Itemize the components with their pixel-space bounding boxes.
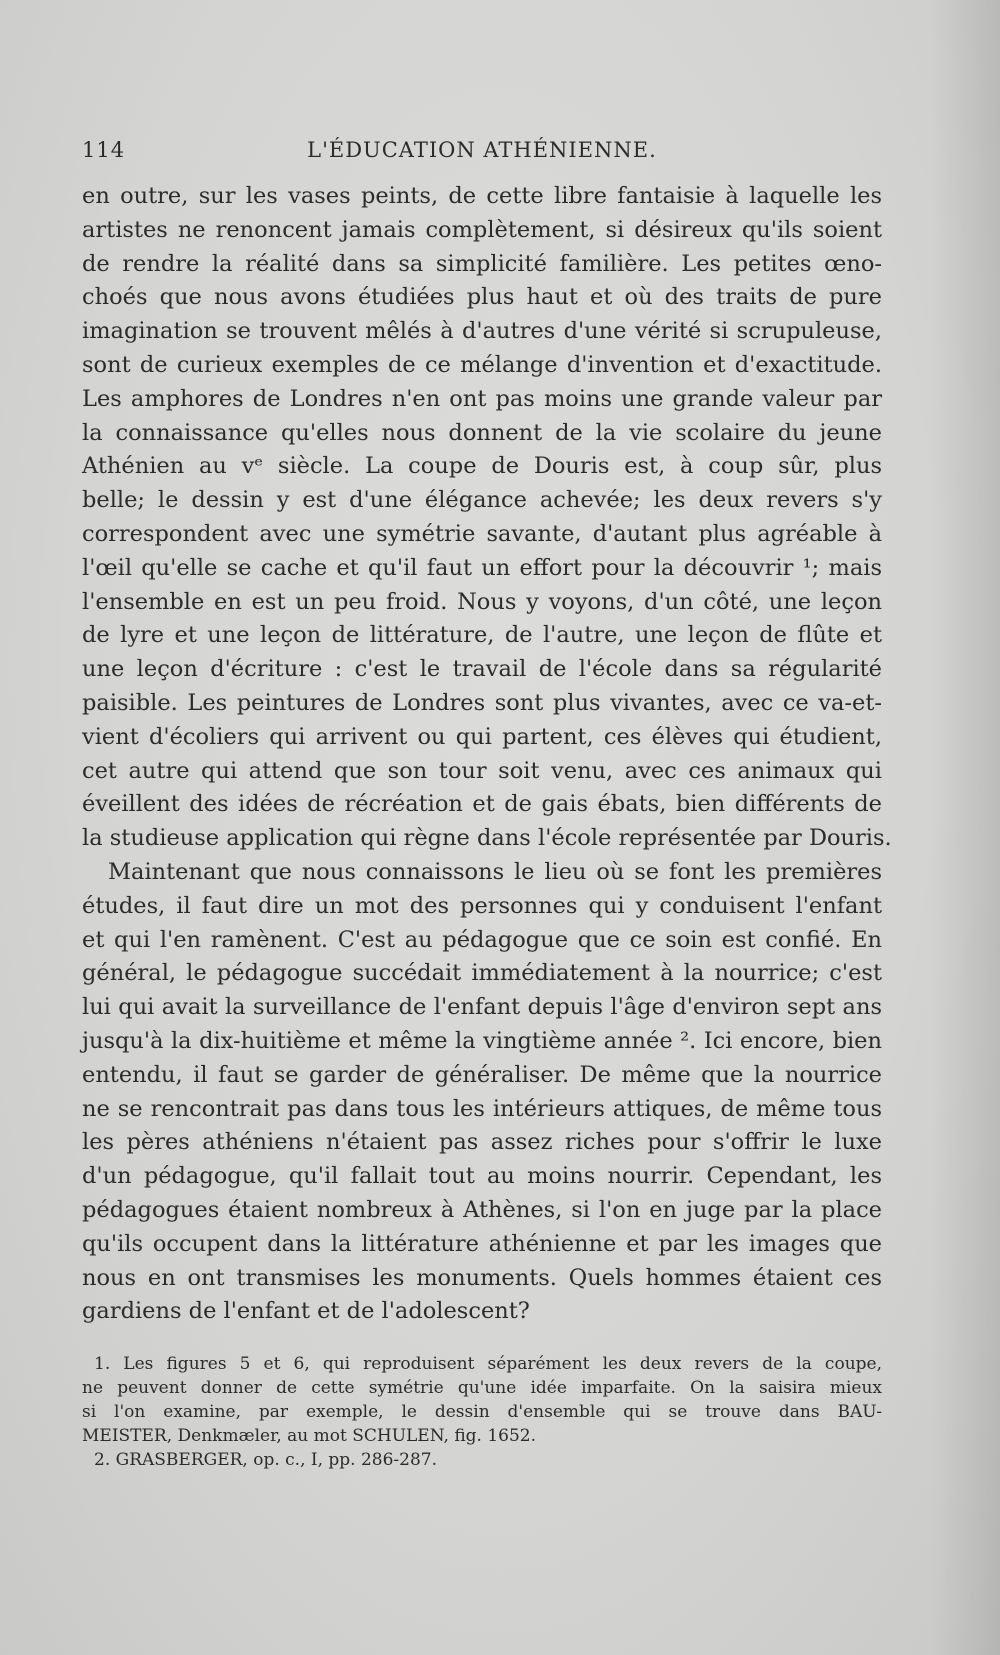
footnotes [82, 1352, 882, 1472]
text-line: les pères athéniens n'étaient pas assez riches pour s'offrir le luxe [82, 1129, 882, 1156]
text-line: la studieuse application qui règne dans l'école représentée par Douris. [82, 825, 892, 852]
text-line: nous en ont transmises les monuments. Quels hommes étaient ces [82, 1264, 882, 1291]
text-line: correspondent avec une symétrie savante, d'autant plus agréable à [82, 520, 882, 547]
text-line: choés que nous avons étudiées plus haut et où des traits de pure [82, 284, 882, 311]
text-line: une leçon d'écriture : c'est le travail de l'école dans sa régularité [82, 656, 882, 683]
text-line: de rendre la réalité dans sa simplicité familière. Les petites œno- [82, 250, 882, 277]
text-line: entendu, il faut se garder de généraliser. De même que la nourrice [82, 1061, 882, 1088]
text-line: général, le pédagogue succédait immédiatement à la nourrice; c'est [82, 960, 882, 987]
text-line: paisible. Les peintures de Londres sont plus vivantes, avec ce va-et- [82, 689, 882, 716]
body-text [82, 180, 892, 1329]
text-line: éveillent des idées de récréation et de gais ébats, bien différents de [82, 791, 882, 818]
footnote-line: 2. GRASBERGER, op. c., I, pp. 286-287. [94, 1450, 438, 1470]
text-line: la connaissance qu'elles nous donnent de la vie scolaire du jeune [82, 419, 882, 446]
text-line: et qui l'en ramènent. C'est au pédagogue que ce soin est confié. En [82, 926, 882, 953]
text-line: belle; le dessin y est d'une élégance achevée; les deux revers s'y [82, 487, 882, 514]
text-line: l'ensemble en est un peu froid. Nous y voyons, d'un côté, une leçon [82, 588, 882, 615]
footnote-line: ne peuvent donner de cette symétrie qu'une idée imparfaite. On la saisira mieux [82, 1378, 882, 1398]
text-line: Athénien au vᵉ siècle. La coupe de Douris est, à coup sûr, plus [82, 453, 882, 480]
text-line: lui qui avait la surveillance de l'enfant depuis l'âge d'environ sept ans [82, 994, 882, 1021]
text-line: vient d'écoliers qui arrivent ou qui partent, ces élèves qui étudient, [82, 723, 882, 750]
text-line: ne se rencontrait pas dans tous les intérieurs attiques, de même tous [82, 1095, 882, 1122]
footnote-line: si l'on examine, par exemple, le dessin d'ensemble qui se trouve dans BAU- [82, 1402, 882, 1422]
page-header [82, 138, 882, 168]
text-line: jusqu'à la dix-huitième et même la vingtième année ². Ici encore, bien [82, 1027, 882, 1054]
text-line: qu'ils occupent dans la littérature athénienne et par les images que [82, 1230, 882, 1257]
text-line: sont de curieux exemples de ce mélange d'invention et d'exactitude. [82, 351, 882, 378]
text-line: artistes ne renoncent jamais complètement, si désireux qu'ils soient [82, 216, 882, 243]
text-line: gardiens de l'enfant et de l'adolescent? [82, 1298, 530, 1325]
page-number: 114 [82, 138, 126, 162]
text-line: d'un pédagogue, qu'il fallait tout au moins nourrir. Cependant, les [82, 1163, 882, 1190]
text-line: en outre, sur les vases peints, de cette libre fantaisie à laquelle les [82, 183, 882, 209]
text-line: pédagogues étaient nombreux à Athènes, si l'on en juge par la place [82, 1196, 882, 1223]
text-line: l'œil qu'elle se cache et qu'il faut un effort pour la découvrir ¹; mais [82, 554, 882, 581]
footnote-line: 1. Les figures 5 et 6, qui reproduisent séparément les deux revers de la coupe, [94, 1354, 882, 1374]
text-line: cet autre qui attend que son tour soit venu, avec ces animaux qui [82, 757, 882, 784]
text-line: Maintenant que nous connaissons le lieu où se font les premières [108, 858, 882, 885]
text-line: études, il faut dire un mot des personnes qui y conduisent l'enfant [82, 892, 882, 919]
text-line: Les amphores de Londres n'en ont pas moins une grande valeur par [82, 385, 882, 412]
footnote-line: MEISTER, Denkmæler, au mot SCHULEN, fig. 1652. [82, 1426, 537, 1446]
text-line: de lyre et une leçon de littérature, de l'autre, une leçon de flûte et [82, 622, 882, 649]
text-line: imagination se trouvent mêlés à d'autres d'une vérité si scrupuleuse, [82, 318, 882, 345]
running-title: L'ÉDUCATION ATHÉNIENNE. [307, 138, 657, 162]
